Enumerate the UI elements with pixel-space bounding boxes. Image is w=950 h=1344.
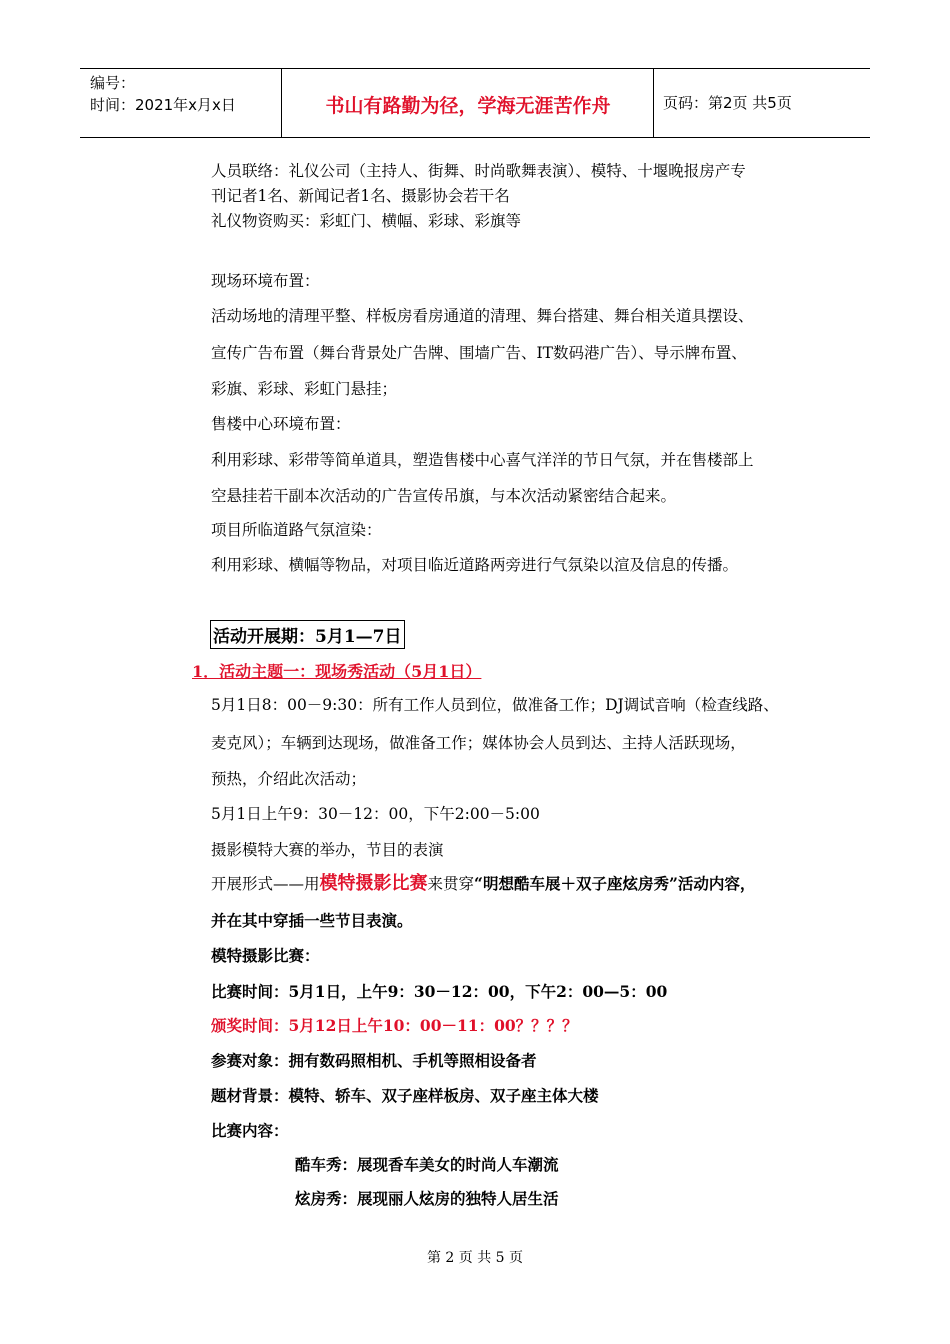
header-meta [90, 72, 236, 116]
text-line: 人员联络：礼仪公司（主持人、街舞、时尚歌舞表演）、模特、十堰晚报房产专 [211, 162, 746, 180]
header-divider [653, 69, 654, 137]
text-line: 活动场地的清理平整、样板房看房通道的清理、舞台搭建、舞台相关道具摆设、 [211, 307, 754, 325]
time-label: 时间：2021年x月x日 [90, 96, 236, 114]
code-label: 编号： [90, 74, 136, 92]
text-line: 麦克风）；车辆到达现场，做准备工作；媒体协会人员到达、主持人活跃现场， [211, 734, 746, 752]
section-heading: 现场环境布置： [211, 272, 320, 290]
text-line: 彩旗、彩球、彩虹门悬挂； [211, 380, 398, 398]
text-line: 刊记者1名、新闻记者1名、摄影协会若干名 [211, 187, 510, 205]
section-heading: 模特摄影比赛： [211, 946, 320, 965]
format-suffix: “明想酷车展＋双子座炫房秀”活动内容， [474, 874, 756, 893]
format-mid: 来贯穿 [427, 875, 475, 893]
text-line: 参赛对象：拥有数码照相机、手机等照相设备者 [211, 1051, 537, 1070]
text-line: 摄影模特大赛的举办，节目的表演 [211, 841, 444, 859]
page-footer: 第 2 页 共 5 页 [426, 1250, 524, 1266]
text-line: 题材背景：模特、轿车、双子座样板房、双子座主体大楼 [211, 1086, 599, 1105]
format-prefix: 开展形式——用 [211, 875, 320, 893]
text-line: 炫房秀：展现丽人炫房的独特人居生活 [295, 1189, 559, 1208]
format-line [211, 874, 755, 894]
section-heading: 比赛内容： [211, 1121, 289, 1140]
text-line: 利用彩球、横幅等物品，对项目临近道路两旁进行气氛染以渲及信息的传播。 [211, 556, 739, 574]
page-header [80, 68, 870, 138]
text-line: 预热，介绍此次活动； [211, 770, 367, 788]
text-line: 礼仪物资购买：彩虹门、横幅、彩球、彩旗等 [211, 212, 522, 230]
text-line: 5月1日8：00－9:30：所有工作人员到位，做准备工作；DJ调试音响（检查线路、 [211, 696, 779, 714]
text-line: 宣传广告布置（舞台背景处广告牌、围墙广告、IT数码港广告）、导示牌布置、 [211, 344, 747, 362]
section-heading: 项目所临道路气氛渲染： [211, 521, 382, 539]
period-box: 活动开展期：5月1—7日 [210, 620, 405, 649]
text-line: 酷车秀：展现香车美女的时尚人车潮流 [295, 1155, 559, 1174]
text-line: 比赛时间：5月1日，上午9：30－12：00，下午2：00—5：00 [211, 982, 668, 1001]
award-time: 颁奖时间：5月12日上午10：00－11：00？？？？ [211, 1016, 578, 1035]
text-line: 5月1日上午9：30－12：00，下午2:00－5:00 [211, 805, 540, 823]
theme-heading: 1．活动主题一：现场秀活动（5月1日） [192, 662, 482, 681]
highlight-text: 模特摄影比赛 [319, 873, 428, 894]
page-label: 页码：第2页 共5页 [663, 94, 792, 112]
text-line: 并在其中穿插一些节目表演。 [211, 911, 413, 930]
header-divider [281, 69, 282, 137]
text-line: 利用彩球、彩带等简单道具，塑造售楼中心喜气洋洋的节日气氛，并在售楼部上 [211, 451, 754, 469]
header-motto: 书山有路勤为径，学海无涯苦作舟 [325, 95, 611, 117]
section-heading: 售楼中心环境布置： [211, 415, 351, 433]
text-line: 空悬挂若干副本次活动的广告宣传吊旗，与本次活动紧密结合起来。 [211, 487, 677, 505]
